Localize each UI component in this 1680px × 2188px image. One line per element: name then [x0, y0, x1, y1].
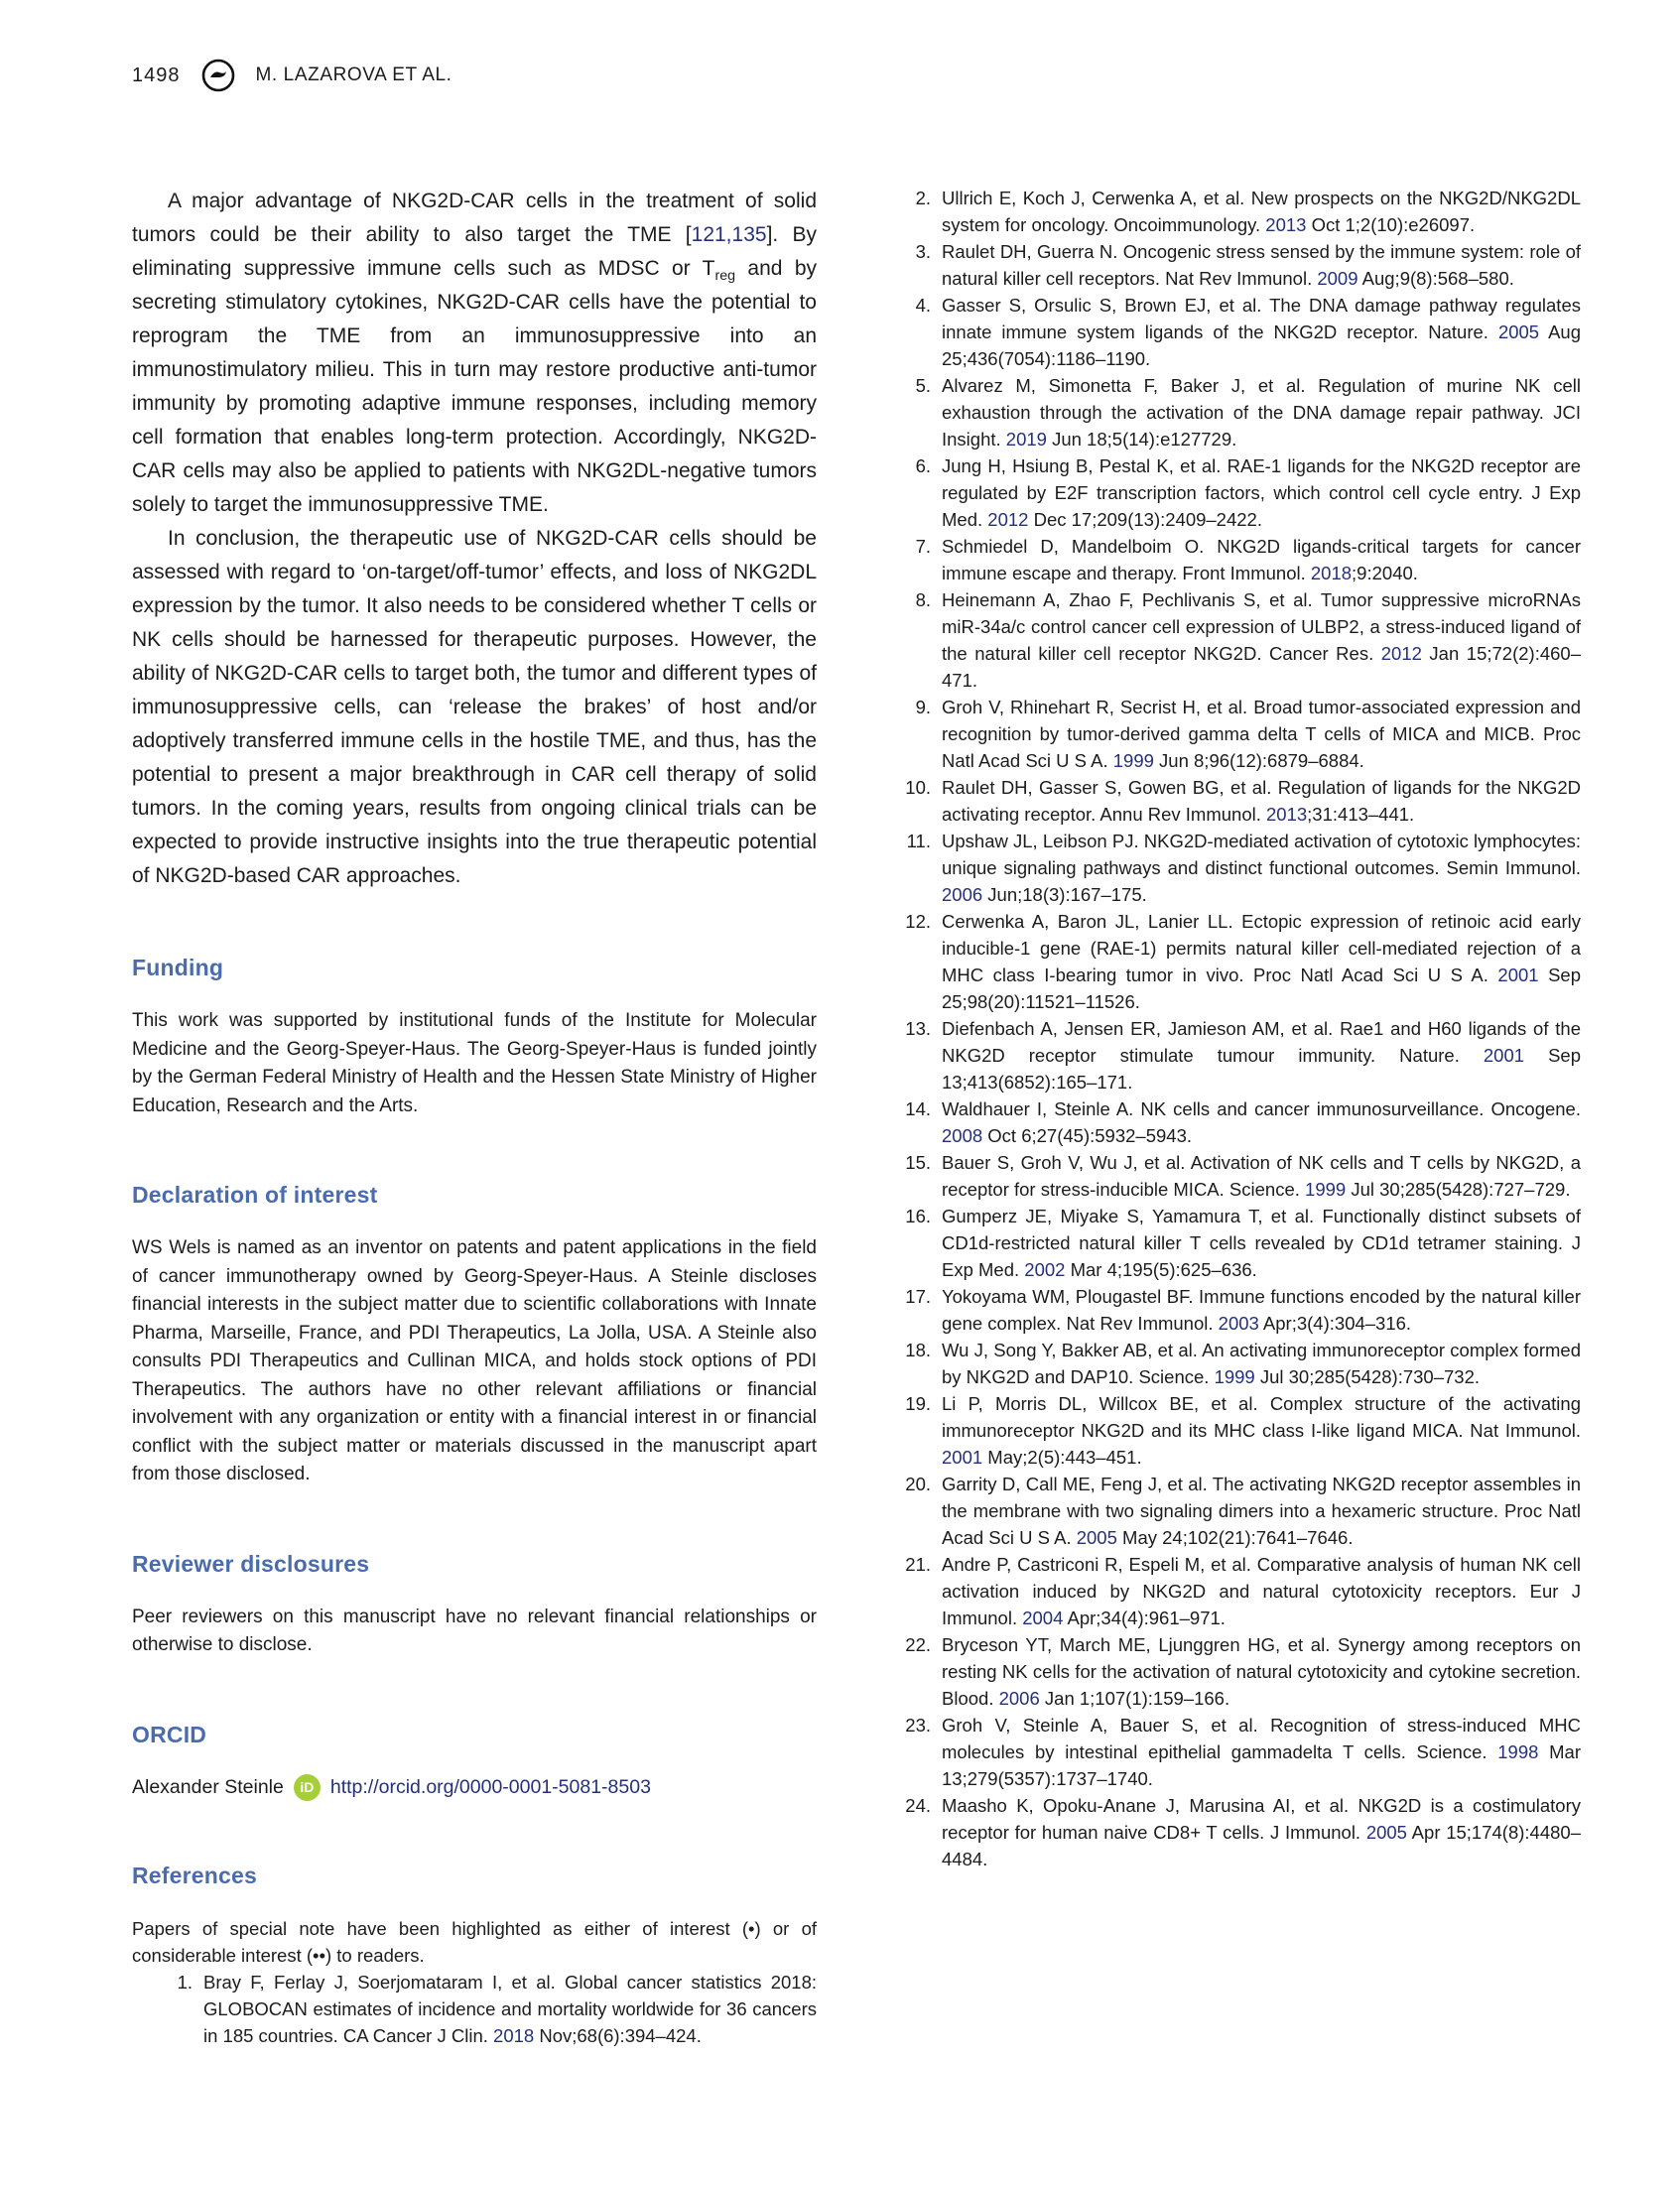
reference-text — [942, 1149, 1581, 1203]
reference-number: 5. — [915, 375, 931, 396]
reviewer-disclosures-body: Peer reviewers on this manuscript have no relevant financial relationships or otherwise to disclose. — [132, 1606, 817, 1655]
reference-text — [942, 1792, 1581, 1872]
reference-locator-text: Mar 4;195(5):625–636. — [1065, 1259, 1257, 1280]
reference-number: 24. — [905, 1795, 931, 1816]
body-text-block — [132, 185, 817, 893]
reference-locator-text: Oct 1;2(10):e26097. — [1306, 214, 1476, 235]
reference-text — [942, 1390, 1581, 1471]
declaration-of-interest-body: WS Wels is named as an inventor on patents and patent applications in the field of cancer immunotherapy owned by Georg-Speyer-Haus. A Steinle discloses financial interests in the subject matter due to scientific collaborations with Innate Pharma, Marseille, France, and PDI Therapeutics, La Jolla, USA. A Steinle also consults PDI Therapeutics and Cullinan MICA, and holds stock options of PDI Therapeutics. The authors have no other relevant affiliations or financial involvement with any organization or entity with a financial interest in or financial conflict with the subject matter or materials discussed in the manuscript apart from those disclosed. — [132, 1237, 817, 1484]
reference-number: 22. — [905, 1634, 931, 1655]
running-title: M. LAZAROVA ET AL. — [255, 64, 452, 85]
reference-year-link[interactable]: 2018 — [1310, 563, 1353, 583]
reference-text — [942, 1283, 1581, 1337]
references-note: Papers of special note have been highlighted as either of interest (•) or of considerable interest (••) to readers. — [132, 1917, 817, 1966]
reference-item — [896, 1283, 1581, 1337]
reference-year-link[interactable]: 2005 — [1497, 322, 1540, 342]
reference-citation-text: Alvarez M, Simonetta F, Baker J, et al. Regulation of murine NK cell exhaustion through the activation of the DNA damage repair pathway. JCI Insight. — [942, 375, 1581, 450]
reference-locator-text: Jun 18;5(14):e127729. — [1046, 429, 1237, 450]
reference-year-link[interactable]: 2012 — [1380, 643, 1422, 664]
reference-number: 14. — [905, 1098, 931, 1119]
reference-locator-text: Jul 30;285(5428):727–729. — [1346, 1179, 1571, 1200]
reference-year-link[interactable]: 2012 — [987, 509, 1029, 530]
reference-number: 4. — [915, 295, 931, 316]
reference-year-link[interactable]: 2013 — [1265, 214, 1307, 235]
reference-item — [896, 1149, 1581, 1203]
reference-year-link[interactable]: 2006 — [942, 884, 983, 905]
reference-locator-text: Oct 6;27(45):5932–5943. — [982, 1125, 1193, 1146]
reference-year-link[interactable]: 2005 — [1365, 1822, 1407, 1843]
reference-citation-text: Gasser S, Orsulic S, Brown EJ, et al. The DNA damage pathway regulates innate immune system ligands of the NKG2D receptor. Nature. — [942, 295, 1581, 342]
orcid-url-link[interactable]: http://orcid.org/0000-0001-5081-8503 — [329, 1775, 651, 1798]
reference-locator-text: Jun 8;96(12):6879–6884. — [1153, 750, 1364, 771]
orcid-author-name: Alexander Steinle — [132, 1775, 284, 1798]
reference-year-link[interactable]: 2005 — [1076, 1527, 1117, 1548]
reference-citation-text: Jung H, Hsiung B, Pestal K, et al. RAE-1 ligands for the NKG2D receptor are regulated by E2F transcription factors, which control cell cycle entry. J Exp Med. — [942, 455, 1581, 530]
reference-text — [942, 1337, 1581, 1390]
orcid-id-icon[interactable]: iD — [294, 1774, 321, 1801]
reference-number: 11. — [906, 831, 931, 851]
reference-item — [896, 1551, 1581, 1631]
reference-year-link[interactable]: 1999 — [1112, 750, 1154, 771]
reference-item — [158, 1969, 817, 2049]
reference-text — [203, 1969, 817, 2049]
reference-number: 2. — [915, 188, 931, 208]
reference-item — [896, 533, 1581, 586]
reference-citation-text: Maasho K, Opoku-Anane J, Marusina AI, et al. NKG2D is a costimulatory receptor for human naive CD8+ T cells. J Immunol. — [942, 1795, 1581, 1843]
reference-item — [896, 1712, 1581, 1792]
reference-year-link[interactable]: 2019 — [1005, 429, 1047, 450]
reference-text — [942, 372, 1581, 452]
reference-locator-text: May 24;102(21):7641–7646. — [1116, 1527, 1354, 1548]
reference-text — [942, 1203, 1581, 1283]
reference-citation-text: Andre P, Castriconi R, Espeli M, et al. Comparative analysis of human NK cell activation induced by NKG2D and natural cytotoxicity receptors. Eur J Immunol. — [942, 1554, 1581, 1628]
reference-citation-text: Diefenbach A, Jensen ER, Jamieson AM, et al. Rae1 and H60 ligands of the NKG2D receptor stimulate tumour immunity. Nature. — [942, 1018, 1581, 1066]
reference-citation-text: Wu J, Song Y, Bakker AB, et al. An activating immunoreceptor complex formed by NKG2D and DAP10. Science. — [942, 1340, 1581, 1387]
reference-item — [896, 774, 1581, 828]
reference-text — [942, 774, 1581, 828]
reference-locator-text: Sep 25;98(20):11521–11526. — [942, 965, 1581, 1012]
reference-citation-text: Ullrich E, Koch J, Cerwenka A, et al. New prospects on the NKG2D/NKG2DL system for oncology. Oncoimmunology. — [942, 188, 1581, 235]
reference-locator-text: Nov;68(6):394–424. — [534, 2024, 702, 2046]
reference-item — [896, 292, 1581, 372]
reference-number: 19. — [905, 1393, 931, 1414]
reference-item — [896, 586, 1581, 694]
right-column — [896, 185, 1581, 1872]
reference-year-link[interactable]: 2004 — [1022, 1608, 1064, 1628]
reference-item — [896, 908, 1581, 1015]
reference-number: 21. — [905, 1554, 931, 1575]
reference-citation-text: Gumperz JE, Miyake S, Yamamura T, et al. Functionally distinct subsets of CD1d-restricted natural killer T cells revealed by CD1d tetramer staining. J Exp Med. — [942, 1206, 1581, 1280]
paragraph-text: ]. By eliminating suppressive immune cells such as MDSC or T — [132, 223, 818, 280]
reviewer-disclosures-heading: Reviewer disclosures — [132, 1550, 370, 1577]
reference-number: 1. — [177, 1971, 193, 1993]
reference-citation-text: Bryceson YT, March ME, Ljunggren HG, et al. Synergy among receptors on resting NK cells for the activation of natural cytotoxicity and cytokine secretion. Blood. — [942, 1634, 1581, 1709]
reference-text — [942, 828, 1581, 908]
reference-locator-text: Jul 30;285(5428):730–732. — [1254, 1366, 1481, 1387]
reference-year-link[interactable]: 2013 — [1266, 804, 1308, 825]
reference-text — [942, 452, 1581, 533]
reference-year-link[interactable]: 1999 — [1305, 1179, 1347, 1200]
reference-number: 10. — [905, 777, 931, 798]
reference-year-link[interactable]: 2001 — [1497, 965, 1539, 985]
references-list-right — [896, 185, 1581, 1872]
reference-number: 8. — [915, 589, 931, 610]
left-column — [132, 185, 817, 2049]
reference-locator-text: Aug 25;436(7054):1186–1190. — [942, 322, 1581, 369]
reference-locator-text: Jan 1;107(1):159–166. — [1039, 1688, 1230, 1709]
reference-number: 23. — [905, 1715, 931, 1736]
reference-year-link[interactable]: 1999 — [1214, 1366, 1255, 1387]
references-left-block — [132, 1915, 817, 2049]
reference-citation-text: Bauer S, Groh V, Wu J, et al. Activation of NK cells and T cells by NKG2D, a receptor for stress-inducible MICA. Science. — [942, 1152, 1581, 1200]
paragraph-text: and by secreting stimulatory cytokines, NKG2D-CAR cells have the potential to reprogram the TME from an immunosuppressive into an immunostimulatory milieu. This in turn may restore productive anti-tumor immunity by promoting adaptive immune responses, including memory cell formation that enables long-term protection. Accordingly, NKG2D-CAR cells may also be applied to patients with NKG2DL-negative tumors solely to target the immunosuppressive TME. — [132, 257, 817, 516]
funding-body: This work was supported by institutional funds of the Institute for Molecular Medicine and the Georg-Speyer-Haus. The Georg-Speyer-Haus is funded jointly by the German Federal Ministry of Health and the Hessen State Ministry of Higher Education, Research and the Arts. — [132, 1010, 817, 1116]
reference-locator-text: Sep 13;413(6852):165–171. — [942, 1045, 1582, 1093]
reference-item — [896, 238, 1581, 292]
reference-locator-text: Mar 13;279(5357):1737–1740. — [942, 1741, 1581, 1789]
reference-item — [896, 1337, 1581, 1390]
reference-citation-text: Upshaw JL, Leibson PJ. NKG2D-mediated activation of cytotoxic lymphocytes: unique signaling pathways and distinct functional outcomes. Semin Immunol. — [942, 831, 1581, 878]
reference-locator-text: Jun;18(3):167–175. — [982, 884, 1147, 905]
two-column-layout — [132, 185, 1581, 2049]
reference-item — [896, 1015, 1581, 1095]
reference-text — [942, 1631, 1581, 1712]
orcid-entry — [132, 1774, 817, 1801]
reference-locator-text: Dec 17;209(13):2409–2422. — [1028, 509, 1262, 530]
reference-number: 17. — [905, 1286, 931, 1307]
reference-item — [896, 185, 1581, 238]
declaration-of-interest-heading: Declaration of interest — [132, 1182, 378, 1208]
reference-locator-text: Apr;3(4):304–316. — [1258, 1313, 1412, 1334]
reference-number: 15. — [905, 1152, 931, 1173]
reference-locator-text: Apr;34(4):961–971. — [1063, 1608, 1226, 1628]
reference-year-link[interactable]: 2001 — [942, 1447, 983, 1468]
reference-number: 12. — [905, 911, 931, 932]
references-list-left — [158, 1969, 817, 2049]
reference-year-link[interactable]: 2006 — [998, 1688, 1040, 1709]
references-heading: References — [132, 1862, 258, 1888]
reference-item — [896, 452, 1581, 533]
reference-item — [896, 828, 1581, 908]
reference-item — [896, 694, 1581, 774]
reference-citation-text: Heinemann A, Zhao F, Pechlivanis S, et al. Tumor suppressive microRNAs miR-34a/c control cancer cell expression of ULBP2, a stress-induced ligand of the natural killer cell receptor NKG2D. Cancer Res. — [942, 589, 1581, 664]
reference-number: 6. — [915, 455, 931, 476]
reference-year-link[interactable]: 2003 — [1218, 1313, 1259, 1334]
reference-locator-text: Apr 15;174(8):4480–4484. — [942, 1822, 1581, 1869]
reference-year-link[interactable]: 2018 — [493, 2024, 535, 2046]
reference-number: 18. — [905, 1340, 931, 1360]
reference-number: 13. — [905, 1018, 931, 1039]
reference-locator-text: Aug;9(8):568–580. — [1357, 268, 1514, 289]
paragraph-advantage — [132, 185, 817, 522]
reference-text — [942, 1471, 1581, 1551]
reference-text — [942, 292, 1581, 372]
reference-item — [896, 1203, 1581, 1283]
reference-citation-text: Schmiedel D, Mandelboim O. NKG2D ligands-critical targets for cancer immune escape and therapy. Front Immunol. — [942, 536, 1581, 583]
reference-item — [896, 1390, 1581, 1471]
reference-citation-text: Cerwenka A, Baron JL, Lanier LL. Ectopic expression of retinoic acid early inducible-1 gene (RAE-1) permits natural killer cell-mediated rejection of a MHC class I-bearing tumor in vivo. Proc Natl Acad Sci U S A. — [942, 911, 1581, 985]
reference-text — [942, 1015, 1581, 1095]
reference-number: 20. — [905, 1474, 931, 1494]
reference-text — [942, 1712, 1581, 1792]
reference-citation-text: Raulet DH, Gasser S, Gowen BG, et al. Regulation of ligands for the NKG2D activating receptor. Annu Rev Immunol. — [942, 777, 1581, 825]
reference-citation-text: Bray F, Ferlay J, Soerjomataram I, et al. Global cancer statistics 2018: GLOBOCAN estimates of incidence and mortality worldwide for 36 cancers in 185 countries. CA Cancer J Clin. — [203, 1971, 817, 2046]
reference-citation-text: Raulet DH, Guerra N. Oncogenic stress sensed by the immune system: role of natural killer cell receptors. Nat Rev Immunol. — [942, 241, 1581, 289]
reference-year-link[interactable]: 2002 — [1024, 1259, 1066, 1280]
reference-number: 16. — [905, 1206, 931, 1226]
reference-text — [942, 694, 1581, 774]
reference-locator-text: Jan 15;72(2):460–471. — [942, 643, 1581, 691]
page-header — [132, 58, 1581, 93]
reference-item — [896, 1631, 1581, 1712]
reference-text — [942, 1551, 1581, 1631]
reference-number: 3. — [915, 241, 931, 262]
paragraph-text: A major advantage of NKG2D-CAR cells in the treatment of solid tumors could be their ability to also target the TME [ — [132, 190, 817, 246]
paragraph-conclusion: In conclusion, the therapeutic use of NKG2D-CAR cells should be assessed with regard to ‘on-target/off-tumor’ effects, and loss of NKG2DL expression by the tumor. It also needs to be considered whether T cells or NK cells should be harnessed for therapeutic purposes. However, the ability of NKG2D-CAR cells to target both, the tumor and different types of immunosuppressive cells, can ‘release the brakes’ of host and/or adoptively transferred immune cells in the hostile TME, and thus, has the potential to present a major breakthrough in CAR cell therapy of solid tumors. In the coming years, results from ongoing clinical trials can be expected to provide instructive insights into the true therapeutic potential of NKG2D-based CAR approaches. — [132, 527, 817, 887]
reference-text — [942, 586, 1581, 694]
reference-citation-text: Garrity D, Call ME, Feng J, et al. The activating NKG2D receptor assembles in the membrane with two signaling dimers into a hexameric structure. Proc Natl Acad Sci U S A. — [942, 1474, 1581, 1548]
reference-year-link[interactable]: 1998 — [1497, 1741, 1539, 1762]
reference-citation-text: Groh V, Steinle A, Bauer S, et al. Recognition of stress-induced MHC molecules by intestinal epithelial gammadelta T cells. Science. — [942, 1715, 1581, 1762]
reference-year-link[interactable]: 2008 — [942, 1125, 983, 1146]
reference-text — [942, 1095, 1581, 1149]
reference-item — [896, 372, 1581, 452]
reference-text — [942, 533, 1581, 586]
reference-year-link[interactable]: 2009 — [1317, 268, 1358, 289]
reference-year-link[interactable]: 2001 — [1483, 1045, 1525, 1066]
reference-citation-text: Groh V, Rhinehart R, Secrist H, et al. Broad tumor-associated expression and recognition by tumor-derived gamma delta T cells of MICA and MICB. Proc Natl Acad Sci U S A. — [942, 697, 1581, 771]
reference-item — [896, 1792, 1581, 1872]
reference-text — [942, 238, 1581, 292]
reference-locator-text: ;31:413–441. — [1307, 804, 1415, 825]
reference-locator-text: May;2(5):443–451. — [982, 1447, 1142, 1468]
orcid-heading: ORCID — [132, 1721, 207, 1747]
reference-text — [942, 908, 1581, 1015]
reference-citation-text: Li P, Morris DL, Willcox BE, et al. Complex structure of the activating immunoreceptor NKG2D and its MHC class I-like ligand MICA. Nat Immunol. — [942, 1393, 1581, 1441]
reference-item — [896, 1095, 1581, 1149]
page-number: 1498 — [132, 64, 181, 86]
reference-item — [896, 1471, 1581, 1551]
funding-heading: Funding — [132, 955, 224, 980]
reference-text — [942, 185, 1581, 238]
taylor-francis-logo-icon — [200, 58, 236, 93]
reference-citation-text: Waldhauer I, Steinle A. NK cells and cancer immunosurveillance. Oncogene. — [942, 1098, 1581, 1119]
reference-number: 7. — [915, 536, 931, 557]
subscript-text: reg — [714, 268, 736, 285]
reference-locator-text: ;9:2040. — [1352, 563, 1418, 583]
reference-citation-text: Yokoyama WM, Plougastel BF. Immune functions encoded by the natural killer gene complex. Nat Rev Immunol. — [942, 1286, 1581, 1334]
reference-number: 9. — [915, 697, 931, 717]
citation-link[interactable]: 121,135 — [691, 223, 767, 246]
